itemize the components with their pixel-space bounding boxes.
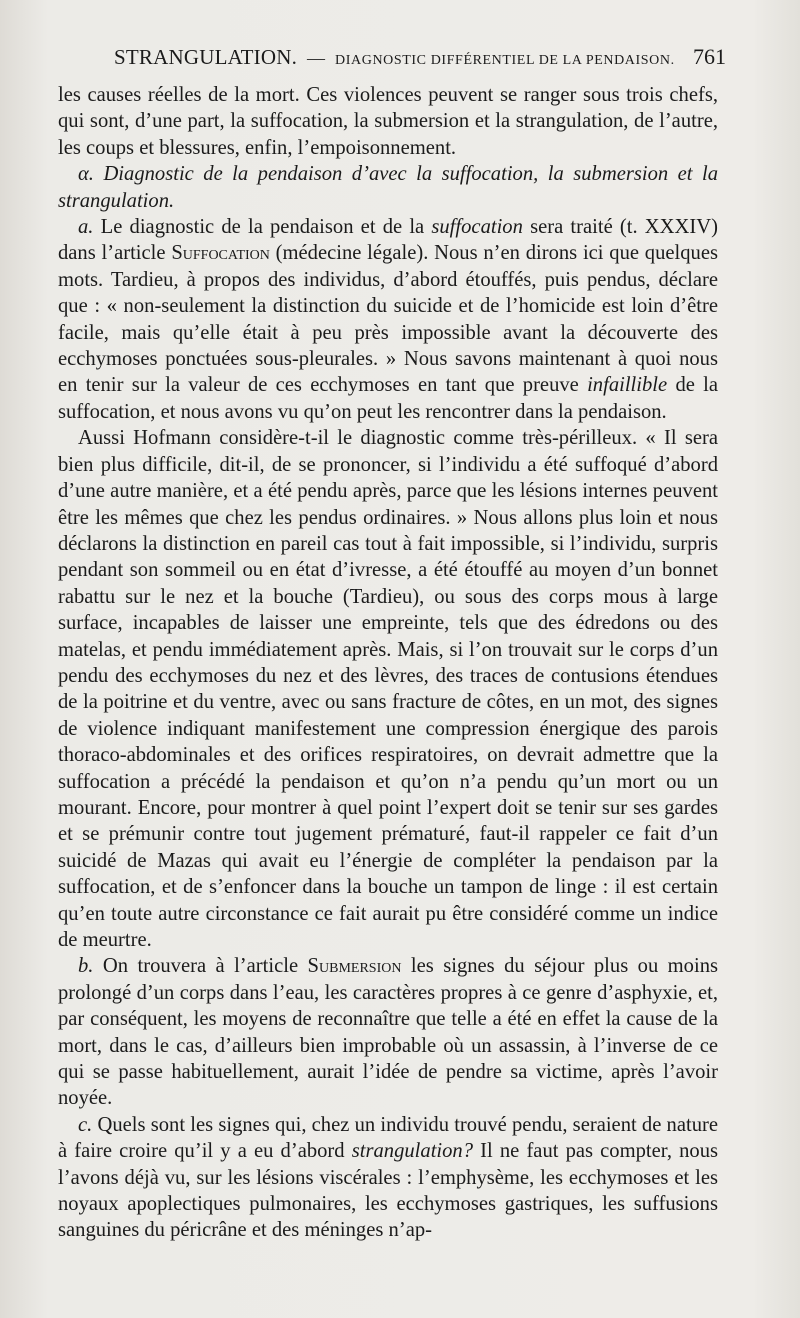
paragraph-c-part2: Il ne faut pas compter, nous l’avons déjà vu, sur les lésions viscérales : l’emphysème, les ecchymoses et les noyaux apoplectiques pulmonaires, les ecchymoses gastriques, les suffusions sanguines du péricrâne et des méninges n’ap- xyxy=(58,1140,719,1242)
article-ref-suffocation: Suffocation xyxy=(171,242,270,265)
paragraph-c xyxy=(58,1112,718,1244)
paragraph-a-part3: (médecine légale). Nous n’en dirons ici que quelques mots. Tardieu, à propos des individus, d’abord étouffés, puis pendus, déclare que : « non-seulement la distinction du suicide et de l’homicide est loin d’être facile, mais qu’elle était à peu près impossible avant la découverte des ecchymoses ponctuées sous-pleurales. » Nous savons maintenant à quoi nous en tenir sur la valeur de ces ecchymoses en tant que preuve xyxy=(58,242,718,397)
body-text xyxy=(58,82,718,1244)
section-heading-text: Diagnostic de la pendaison d’avec la suffocation, la submersion et la strangulation. xyxy=(58,163,718,212)
paragraph-hofmann xyxy=(58,425,718,953)
running-header xyxy=(114,44,726,76)
item-label-b: b. xyxy=(78,955,94,978)
item-label-a: a. xyxy=(78,216,94,239)
page-number: 761 xyxy=(693,44,726,69)
paragraph-a xyxy=(58,214,718,425)
paragraph-b-part2: les signes du séjour plus ou moins prolongé d’un corps dans l’eau, les caractères propres à ce genre d’asphyxie, et, par conséquent, les moyens de reconnaître que telle a été en effet la cause de la mort, dans le cas, d’ailleurs bien improbable où un assassin, à l’inverse de ce qui se passe habituellement, aurait l’idée de pendre sa victime, après l’avoir noyée. xyxy=(58,955,719,1110)
item-label-c: c. xyxy=(78,1113,93,1136)
running-subtitle: DIAGNOSTIC DIFFÉRENTIEL DE LA PENDAISON. xyxy=(335,53,675,68)
term-infaillible: infaillible xyxy=(587,374,668,397)
running-title: STRANGULATION. xyxy=(114,45,298,69)
section-label-alpha: α. xyxy=(78,163,94,186)
paragraph-a-part2: sera traité (t. XXXIV) dans l’article xyxy=(58,216,719,265)
paragraph-a-part4: de la suffocation, et nous avons vu qu’on peut les rencontrer dans la pendaison. xyxy=(58,374,718,423)
paragraph-b xyxy=(58,953,718,1111)
term-strangulation: strangulation? xyxy=(351,1140,474,1163)
term-suffocation: suffocation xyxy=(431,216,523,239)
header-dash: — xyxy=(307,48,326,68)
paragraph-1 xyxy=(58,82,718,161)
paragraph-b-part1: On trouvera à l’article xyxy=(102,955,299,978)
article-ref-submersion: Submersion xyxy=(307,955,402,978)
section-heading-alpha xyxy=(58,161,718,214)
paragraph-hofmann-text: Aussi Hofmann considère-t-il le diagnostic comme très-périlleux. « Il sera bien plus difficile, dit-il, de se prononcer, si l’individu a été suffoqué d’abord d’une autre manière, et a été pendu après, parce que les lésions internes peuvent être les mêmes que chez les pendus ordinaires. » Nous allons plus loin et nous déclarons la distinction en pareil cas tout à fait impossible, si l’individu, surpris pendant son sommeil ou en état d’ivresse, a été étouffé au moyen d’un bonnet rabattu sur le nez et la bouche (Tardieu), ou sous des corps mous à large surface, incapables de laisser une empreinte, tels que des édredons ou des matelas, et pendu immédiatement après. Mais, si l’on trouvait sur le corps d’un pendu des ecchymoses du nez et des lèvres, des traces de contusions étendues de la poitrine et du ventre, avec ou sans fracture de côtes, en un mot, des signes de violence indiquant manifestement une compression énergique des parois thoraco-abdominales et des orifices respiratoires, on devrait admettre que la suffocation a précédé la pendaison et qu’on n’a pendu qu’un mort ou un mourant. Encore, pour montrer à quel point l’expert doit se tenir sur ses gardes et se prémunir contre tout jugement prématuré, faut-il rappeler ce fait d’un suicidé de Mazas qui avait eu l’énergie de compléter la pendaison par la suffocation, et de s’enfoncer dans la bouche un tampon de linge : il est certain qu’en toute autre circonstance ce fait aurait pu être considéré comme un indice de meurtre. xyxy=(58,427,718,951)
paragraph-c-part1: Quels sont les signes qui, chez un individu trouvé pendu, seraient de nature à faire croire qu’il y a eu d’abord xyxy=(58,1113,718,1163)
paragraph-1-text: les causes réelles de la mort. Ces violences peuvent se ranger sous trois chefs, qui sont, d’une part, la suffocation, la submersion et la strangulation, de l’autre, les coups et blessures, enfin, l’empoisonnement. xyxy=(58,84,718,159)
paragraph-a-part1: Le diagnostic de la pendaison et de la xyxy=(100,216,425,239)
